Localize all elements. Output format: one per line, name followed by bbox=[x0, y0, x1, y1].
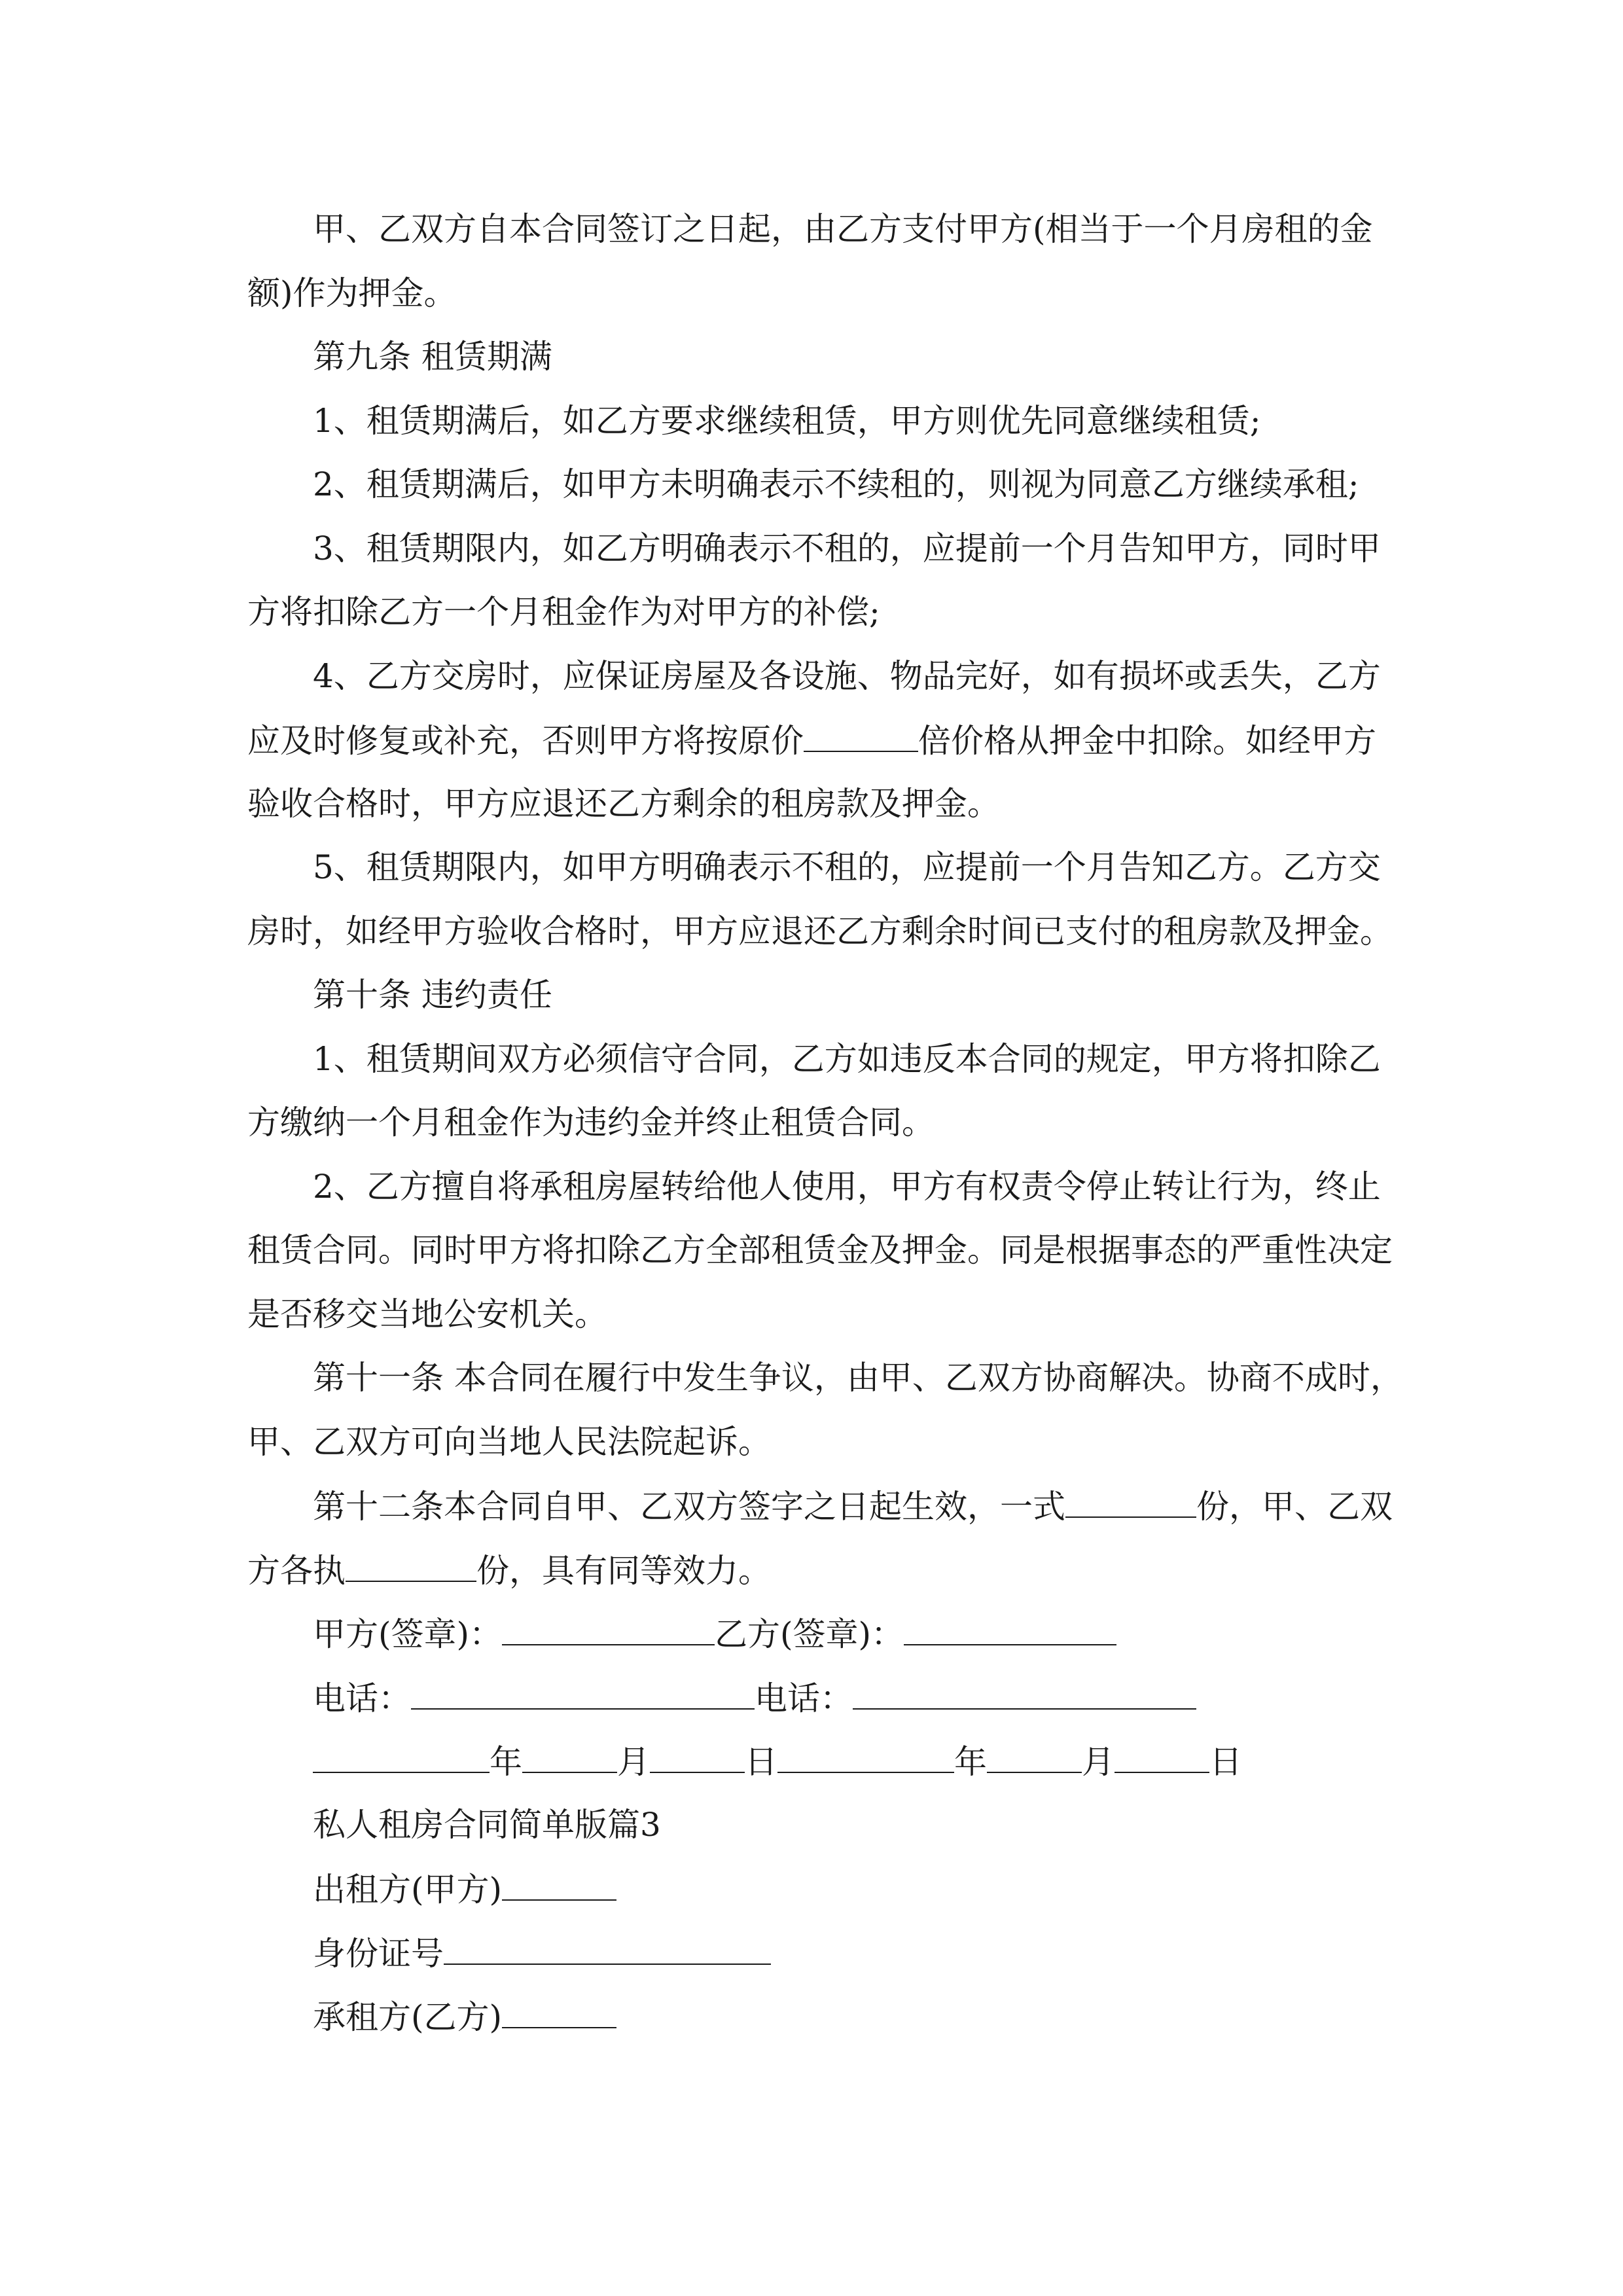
copies-total-blank[interactable] bbox=[1065, 1482, 1196, 1518]
party-a-phone-field[interactable] bbox=[411, 1674, 755, 1710]
party-b-label: 乙方(签章)： bbox=[715, 1615, 904, 1653]
party-b-signature-field[interactable] bbox=[904, 1610, 1116, 1645]
party-b-month-field[interactable] bbox=[987, 1738, 1082, 1773]
party-a-label: 甲方(签章)： bbox=[313, 1615, 503, 1653]
party-b-phone-field[interactable] bbox=[853, 1674, 1196, 1710]
article12-text-c: 方各执 bbox=[247, 1552, 346, 1590]
party-b-day-field[interactable] bbox=[1115, 1738, 1209, 1773]
article10-item2-line3: 是否移交当地公安机关。 bbox=[247, 1295, 607, 1333]
lessor-label: 出租方(甲方) bbox=[313, 1871, 503, 1909]
signature-line bbox=[313, 1610, 1116, 1657]
article8-line2: 额)作为押金。 bbox=[247, 274, 457, 312]
day-label-b: 日 bbox=[1209, 1743, 1242, 1781]
party-a-year-field[interactable] bbox=[313, 1738, 490, 1773]
date-line bbox=[313, 1738, 1242, 1785]
lessor-line bbox=[313, 1865, 616, 1912]
article10-item1-line1: 1、租赁期间双方必须信守合同，乙方如违反本合同的规定，甲方将扣除乙 bbox=[313, 1040, 1381, 1078]
article12-line1 bbox=[313, 1482, 1393, 1530]
article9-item1: 1、租赁期满后，如乙方要求继续租赁，甲方则优先同意继续租赁; bbox=[313, 402, 1261, 440]
party-a-signature-field[interactable] bbox=[502, 1610, 715, 1645]
party-b-phone-label: 电话： bbox=[755, 1679, 853, 1717]
article9-item4-line3: 验收合格时，甲方应退还乙方剩余的租房款及押金。 bbox=[247, 785, 1000, 823]
article9-item4-text-a: 应及时修复或补充，否则甲方将按原价 bbox=[247, 722, 804, 760]
article9-item2: 2、租赁期满后，如甲方未明确表示不续租的，则视为同意乙方继续承租; bbox=[313, 465, 1359, 503]
article9-item4-text-b: 倍价格从押金中扣除。如经甲方 bbox=[918, 722, 1376, 760]
copies-each-blank[interactable] bbox=[346, 1547, 476, 1582]
lessee-name-field[interactable] bbox=[502, 1993, 616, 2028]
id-number-line bbox=[313, 1929, 771, 1977]
article10-item2-line2: 租赁合同。同时甲方将扣除乙方全部租赁金及押金。同是根据事态的严重性决定 bbox=[247, 1231, 1393, 1269]
article9-item5-line1: 5、租赁期限内，如甲方明确表示不租的，应提前一个月告知乙方。乙方交 bbox=[313, 848, 1381, 886]
article9-item3-line2: 方将扣除乙方一个月租金作为对甲方的补偿; bbox=[247, 593, 880, 631]
lessee-line bbox=[313, 1993, 616, 2040]
lessee-label: 承租方(乙方) bbox=[313, 1998, 503, 2036]
party-b-year-field[interactable] bbox=[777, 1738, 954, 1773]
article12-text-a: 第十二条本合同自甲、乙双方签字之日起生效，一式 bbox=[313, 1488, 1065, 1526]
multiplier-blank[interactable] bbox=[804, 717, 918, 752]
article9-item5-line2: 房时，如经甲方验收合格时，甲方应退还乙方剩余时间已支付的租房款及押金。 bbox=[247, 912, 1393, 950]
article10-heading: 第十条 违约责任 bbox=[313, 976, 552, 1014]
day-label-a: 日 bbox=[745, 1743, 777, 1781]
month-label-b: 月 bbox=[1082, 1743, 1115, 1781]
year-label-a: 年 bbox=[490, 1743, 522, 1781]
year-label-b: 年 bbox=[954, 1743, 987, 1781]
article10-item2-line1: 2、乙方擅自将承租房屋转给他人使用，甲方有权责令停止转让行为，终止 bbox=[313, 1168, 1381, 1206]
section3-title: 私人租房合同简单版篇3 bbox=[313, 1806, 661, 1844]
id-number-label: 身份证号 bbox=[313, 1935, 444, 1973]
article9-item4-line2 bbox=[247, 717, 1376, 764]
article9-item4-line1: 4、乙方交房时，应保证房屋及各设施、物品完好，如有损坏或丢失，乙方 bbox=[313, 657, 1381, 695]
article10-item1-line2: 方缴纳一个月租金作为违约金并终止租赁合同。 bbox=[247, 1103, 935, 1141]
id-number-field[interactable] bbox=[444, 1929, 771, 1965]
lessor-name-field[interactable] bbox=[502, 1865, 616, 1901]
month-label-a: 月 bbox=[617, 1743, 650, 1781]
article12-text-d: 份，具有同等效力。 bbox=[476, 1552, 771, 1590]
article11-line1: 第十一条 本合同在履行中发生争议，由甲、乙双方协商解决。协商不成时， bbox=[313, 1359, 1403, 1397]
phone-line bbox=[313, 1674, 1196, 1721]
article12-line2 bbox=[247, 1547, 771, 1594]
party-a-phone-label: 电话： bbox=[313, 1679, 411, 1717]
article9-heading: 第九条 租赁期满 bbox=[313, 338, 552, 376]
party-a-day-field[interactable] bbox=[650, 1738, 745, 1773]
article9-item3-line1: 3、租赁期限内，如乙方明确表示不租的，应提前一个月告知甲方，同时甲 bbox=[313, 529, 1381, 567]
party-a-month-field[interactable] bbox=[522, 1738, 617, 1773]
article12-text-b: 份，甲、乙双 bbox=[1196, 1488, 1393, 1526]
article8-line1: 甲、乙双方自本合同签订之日起，由乙方支付甲方(相当于一个月房租的金 bbox=[313, 210, 1373, 248]
article11-line2: 甲、乙双方可向当地人民法院起诉。 bbox=[247, 1423, 771, 1461]
